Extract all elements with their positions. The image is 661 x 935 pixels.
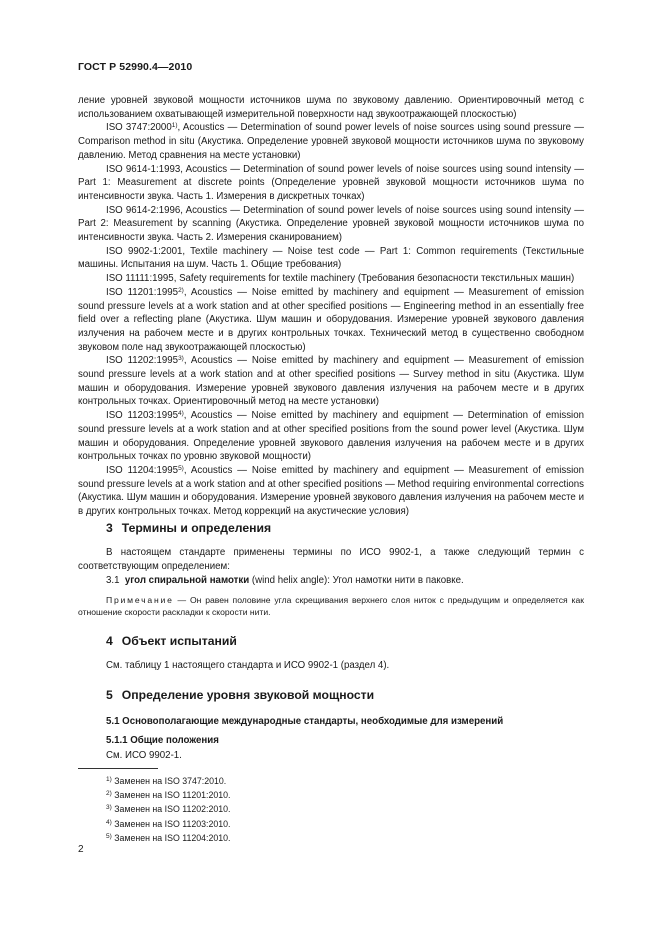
reference-item xyxy=(78,354,584,409)
footnote-text: Заменен на ISO 3747:2010. xyxy=(114,776,227,786)
footnote-mark: 2) xyxy=(178,286,184,294)
reference-code: ISO 11203:1995 xyxy=(106,410,178,422)
reference-code: ISO 9614-2:1996 xyxy=(106,204,181,216)
term-english: (wind helix angle): xyxy=(249,575,330,586)
footnotes xyxy=(106,774,231,845)
footnote-mark: 4) xyxy=(177,410,184,418)
section-3-intro xyxy=(78,546,584,573)
footnote-mark: 3) xyxy=(106,804,112,812)
reference-continuation: ление уровней звуковой мощности источников шума по звуковому давлению. Ориентировочный метод с использованием охватывающей измерительной поверхности над звукоотражающей плоскостью) xyxy=(78,95,584,120)
section-3-heading xyxy=(106,521,271,535)
reference-text: , Acoustics — Determination of sound power levels of noise sources using sound pressure — Comparison method in situ (Акустика. Определение уровней звуковой мощности источников шума по звуковому давлению. Метод сравнения на месте установки) xyxy=(78,122,584,161)
section-number: 4 xyxy=(106,634,113,648)
footnote xyxy=(106,802,231,816)
reference-code: ISO 3747:2000 xyxy=(106,122,172,134)
reference-text: , Acoustics — Noise emitted by machinery and equipment — Measurement of emission sound pressure levels at a work station and at other specified positions — Survey method in situ (Акустика. Шум машин и оборудования. Измерение уровней звукового давления излучения на рабочем месте и в других контрольных точках. Ориентировочный метод на месте установки) xyxy=(78,355,584,408)
section-number: 5 xyxy=(106,688,113,702)
footnote xyxy=(106,788,231,802)
reference-item xyxy=(78,286,584,355)
reference-code: ISO 9902-1:2001 xyxy=(106,245,183,257)
footnote-text: Заменен на ISO 11201:2010. xyxy=(114,790,231,801)
note-text: — Он равен половине угла скрещивания верхнего слоя ниток с предыдущим и определяется как отношение скорости раскладки к скорости нити. xyxy=(78,595,584,617)
page-number: 2 xyxy=(78,844,84,855)
footnote xyxy=(106,831,231,845)
reference-text: , Acoustics — Noise emitted by machinery and equipment — Determination of emission sound pressure levels at a work station and at other specified positions from the sound power level (Акустика. Шум машин и оборудования. Определение уровней звукового давления излучения на рабочем месте и в других контрольных точках по уровню звуковой мощности) xyxy=(78,410,584,463)
reference-text: , Acoustics — Determination of sound power levels of noise sources using sound intensity — Part 1: Measurement at discrete points (Определение уровней звуковой мощности источников шума по интенсивности звука. Часть 1. Измерения в дискретных точках) xyxy=(78,163,584,202)
footnote-mark: 1) xyxy=(106,776,112,783)
footnote-mark: 4) xyxy=(106,818,112,826)
footnote-mark: 3) xyxy=(178,355,184,363)
reference-item xyxy=(78,204,584,245)
footnote-text: Заменен на ISO 11204:2010. xyxy=(114,832,231,843)
reference-text: , Acoustics — Noise emitted by machinery and equipment — Measurement of emission sound pressure levels at a work station and at other specified positions — Method requiring environmental corrections (Акустика. Шум машин и оборудования. Измерение уровней звукового давления излучения на рабочем месте и в других контрольных точках. Метод коррекций на акустические условия) xyxy=(78,464,584,518)
reference-text: , Textile machinery — Noise test code — Part 1: Common requirements (Текстильные машины. Испытания на шум. Часть 1. Общие требования) xyxy=(78,245,584,271)
reference-code: ISO 11202:1995 xyxy=(106,355,179,367)
reference-item xyxy=(78,245,584,272)
reference-item xyxy=(78,163,584,204)
term-definition xyxy=(106,574,464,588)
references-list xyxy=(78,94,584,519)
footnote xyxy=(106,774,231,788)
footnote xyxy=(106,817,231,831)
footnote-mark: 2) xyxy=(106,790,112,798)
section-number: 3 xyxy=(106,521,113,535)
term-definition-text: Угол намотки нити в паковке. xyxy=(329,575,464,586)
reference-item xyxy=(78,272,584,286)
reference-text: , Acoustics — Noise emitted by machinery and equipment — Measurement of emission sound pressure levels at a work station and at other specified positions — Engineering method in an essentially free field over a reflecting plane (Акустика. Шум машин и оборудования. Измерение уровней звукового давления излучения на рабочем месте и в других контрольных точках. Технический метод в существенно свободном звуковом поле над звукоотражающей плоскостью) xyxy=(78,286,584,353)
footnote-divider xyxy=(78,768,158,769)
section-title: Объект испытаний xyxy=(121,634,237,648)
footnote-mark: 5) xyxy=(106,832,112,840)
section-3-intro-text: В настоящем стандарте применены термины по ИСО 9902-1, а также следующий термин с соответствующим определением: xyxy=(78,547,584,572)
section-5-heading xyxy=(106,688,374,702)
subsection-5-1-1: 5.1.1 Общие положения xyxy=(106,735,219,746)
reference-code: ISO 11201:1995 xyxy=(106,286,179,298)
footnote-text: Заменен на ISO 11203:2010. xyxy=(114,818,231,829)
subsection-5-1-1-text: См. ИСО 9902-1. xyxy=(106,750,182,761)
document-header: ГОСТ Р 52990.4—2010 xyxy=(78,61,193,73)
subsection-5-1: 5.1 Основополагающие международные стандарты, необходимые для измерений xyxy=(106,716,504,727)
reference-code: ISO 9614-1:1993 xyxy=(106,163,181,175)
reference-code: ISO 11204:1995 xyxy=(106,464,179,476)
reference-item xyxy=(78,121,584,162)
reference-text: , Acoustics — Determination of sound power levels of noise sources using sound intensity — Part 2: Measurement by scanning (Акустика. Определение уровней звуковой мощности источников шума по интенсивности звука. Часть 2. Измерения сканированием) xyxy=(78,204,584,244)
footnote-mark: 5) xyxy=(178,464,184,472)
term-number: 3.1 xyxy=(106,575,120,586)
note-lead: Примечание xyxy=(106,595,174,605)
reference-item xyxy=(78,409,584,464)
section-title: Термины и определения xyxy=(121,521,272,535)
footnote-mark: 1) xyxy=(171,122,178,130)
note xyxy=(78,594,584,618)
reference-item xyxy=(78,464,584,519)
section-title: Определение уровня звуковой мощности xyxy=(121,688,375,702)
section-4-text: См. таблицу 1 настоящего стандарта и ИСО 9902-1 (раздел 4). xyxy=(106,660,390,671)
section-4-heading xyxy=(106,634,237,648)
term-name: угол спиральной намотки xyxy=(124,575,250,586)
footnote-text: Заменен на ISO 11202:2010. xyxy=(114,804,231,815)
reference-code: ISO 11111:1995 xyxy=(106,273,174,285)
reference-text: , Safety requirements for textile machinery (Требования безопасности текстильных машин) xyxy=(173,273,575,285)
